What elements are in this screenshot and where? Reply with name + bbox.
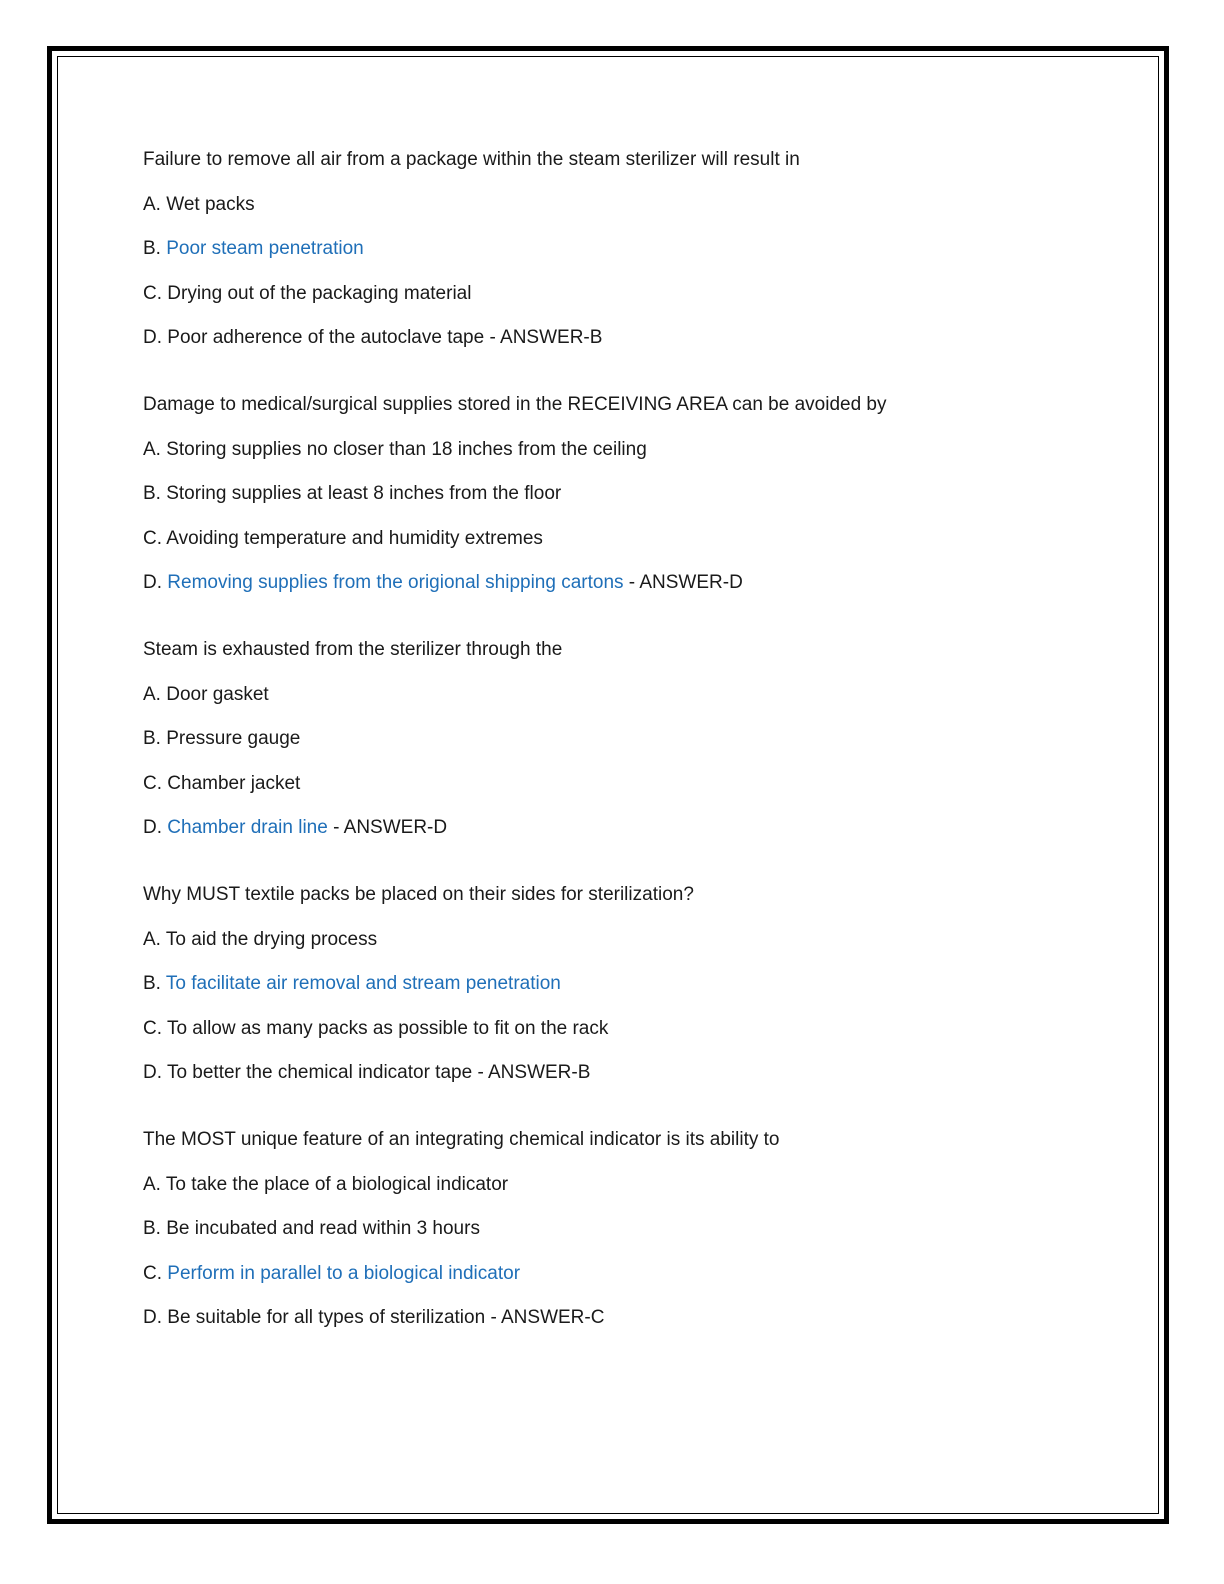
option-letter: C. xyxy=(143,1262,162,1284)
option-letter: A. xyxy=(143,683,161,705)
option-letter: A. xyxy=(143,928,161,950)
option-letter: D. xyxy=(143,1062,162,1083)
answer-option xyxy=(143,727,1103,751)
option-text: Door gasket xyxy=(166,683,269,705)
answer-option xyxy=(143,683,1103,707)
question-block xyxy=(143,1128,1103,1330)
question-block xyxy=(143,883,1103,1085)
answer-option-correct xyxy=(143,571,1103,595)
option-letter: B. xyxy=(143,973,161,994)
option-text: Storing supplies no closer than 18 inches from the ceiling xyxy=(166,438,647,460)
option-text-highlighted: Poor steam penetration xyxy=(166,238,364,259)
option-letter: C. xyxy=(143,527,162,549)
option-text: To aid the drying process xyxy=(165,928,378,950)
option-text: Wet packs xyxy=(166,193,255,215)
option-text: To allow as many packs as possible to fit on the rack xyxy=(166,1017,609,1039)
option-text: To take the place of a biological indicator xyxy=(165,1173,509,1195)
answer-option xyxy=(143,438,1103,462)
option-letter: D. xyxy=(143,572,162,593)
answer-option xyxy=(143,1306,1103,1330)
option-text: Be incubated and read within 3 hours xyxy=(166,1218,480,1239)
answer-option xyxy=(143,193,1103,217)
answer-option xyxy=(143,1173,1103,1197)
option-letter: D. xyxy=(143,817,162,838)
answer-option xyxy=(143,282,1103,306)
answer-option xyxy=(143,482,1103,506)
question-block xyxy=(143,638,1103,840)
answer-option xyxy=(143,527,1103,551)
answer-key: - ANSWER-C xyxy=(485,1307,605,1328)
answer-option-correct xyxy=(143,1262,1103,1286)
option-text: Storing supplies at least 8 inches from the floor xyxy=(166,483,562,504)
option-text-highlighted: Removing supplies from the origional shipping cartons xyxy=(167,572,624,593)
option-text: Pressure gauge xyxy=(166,728,301,749)
question-prompt: Failure to remove all air from a package within the steam sterilizer will result in xyxy=(143,149,800,170)
option-letter: C. xyxy=(143,772,162,794)
answer-option xyxy=(143,1017,1103,1041)
question-prompt: Why MUST textile packs be placed on their sides for sterilization? xyxy=(143,884,694,905)
answer-option xyxy=(143,928,1103,952)
option-letter: C. xyxy=(143,282,162,304)
answer-option xyxy=(143,1217,1103,1241)
answer-option-correct xyxy=(143,816,1103,840)
answer-key: - ANSWER-D xyxy=(327,817,448,838)
option-letter: C. xyxy=(143,1017,162,1039)
option-letter: A. xyxy=(143,1173,161,1195)
option-letter: B. xyxy=(143,238,161,259)
answer-key: - ANSWER-B xyxy=(472,1062,591,1083)
option-text-highlighted: Perform in parallel to a biological indicator xyxy=(167,1262,521,1284)
option-text-highlighted: Chamber drain line xyxy=(167,817,328,838)
option-letter: A. xyxy=(143,438,161,460)
answer-option-correct xyxy=(143,237,1103,261)
question-prompt: The MOST unique feature of an integrating chemical indicator is its ability to xyxy=(143,1129,780,1150)
answer-key: - ANSWER-B xyxy=(484,327,603,348)
answer-option xyxy=(143,326,1103,350)
question-prompt: Damage to medical/surgical supplies stored in the RECEIVING AREA can be avoided by xyxy=(143,394,887,415)
option-text: To better the chemical indicator tape xyxy=(166,1062,473,1083)
question-block xyxy=(143,393,1103,595)
answer-option-correct xyxy=(143,972,1103,996)
answer-key: - ANSWER-D xyxy=(623,572,743,593)
answer-option xyxy=(143,772,1103,796)
document-content xyxy=(143,148,1103,1373)
option-letter: D. xyxy=(143,327,162,348)
option-letter: D. xyxy=(143,1307,162,1328)
option-letter: B. xyxy=(143,1218,161,1239)
answer-option xyxy=(143,1061,1103,1085)
option-letter: B. xyxy=(143,483,161,504)
option-letter: B. xyxy=(143,728,161,749)
option-text-highlighted: To facilitate air removal and stream penetration xyxy=(165,973,561,994)
option-letter: A. xyxy=(143,193,161,215)
option-text: Chamber jacket xyxy=(167,772,301,794)
question-block xyxy=(143,148,1103,350)
option-text: Be suitable for all types of sterilization xyxy=(167,1307,486,1328)
option-text: Poor adherence of the autoclave tape xyxy=(167,327,485,348)
question-prompt: Steam is exhausted from the sterilizer through the xyxy=(143,639,563,660)
option-text: Avoiding temperature and humidity extremes xyxy=(166,527,543,549)
option-text: Drying out of the packaging material xyxy=(167,282,472,304)
